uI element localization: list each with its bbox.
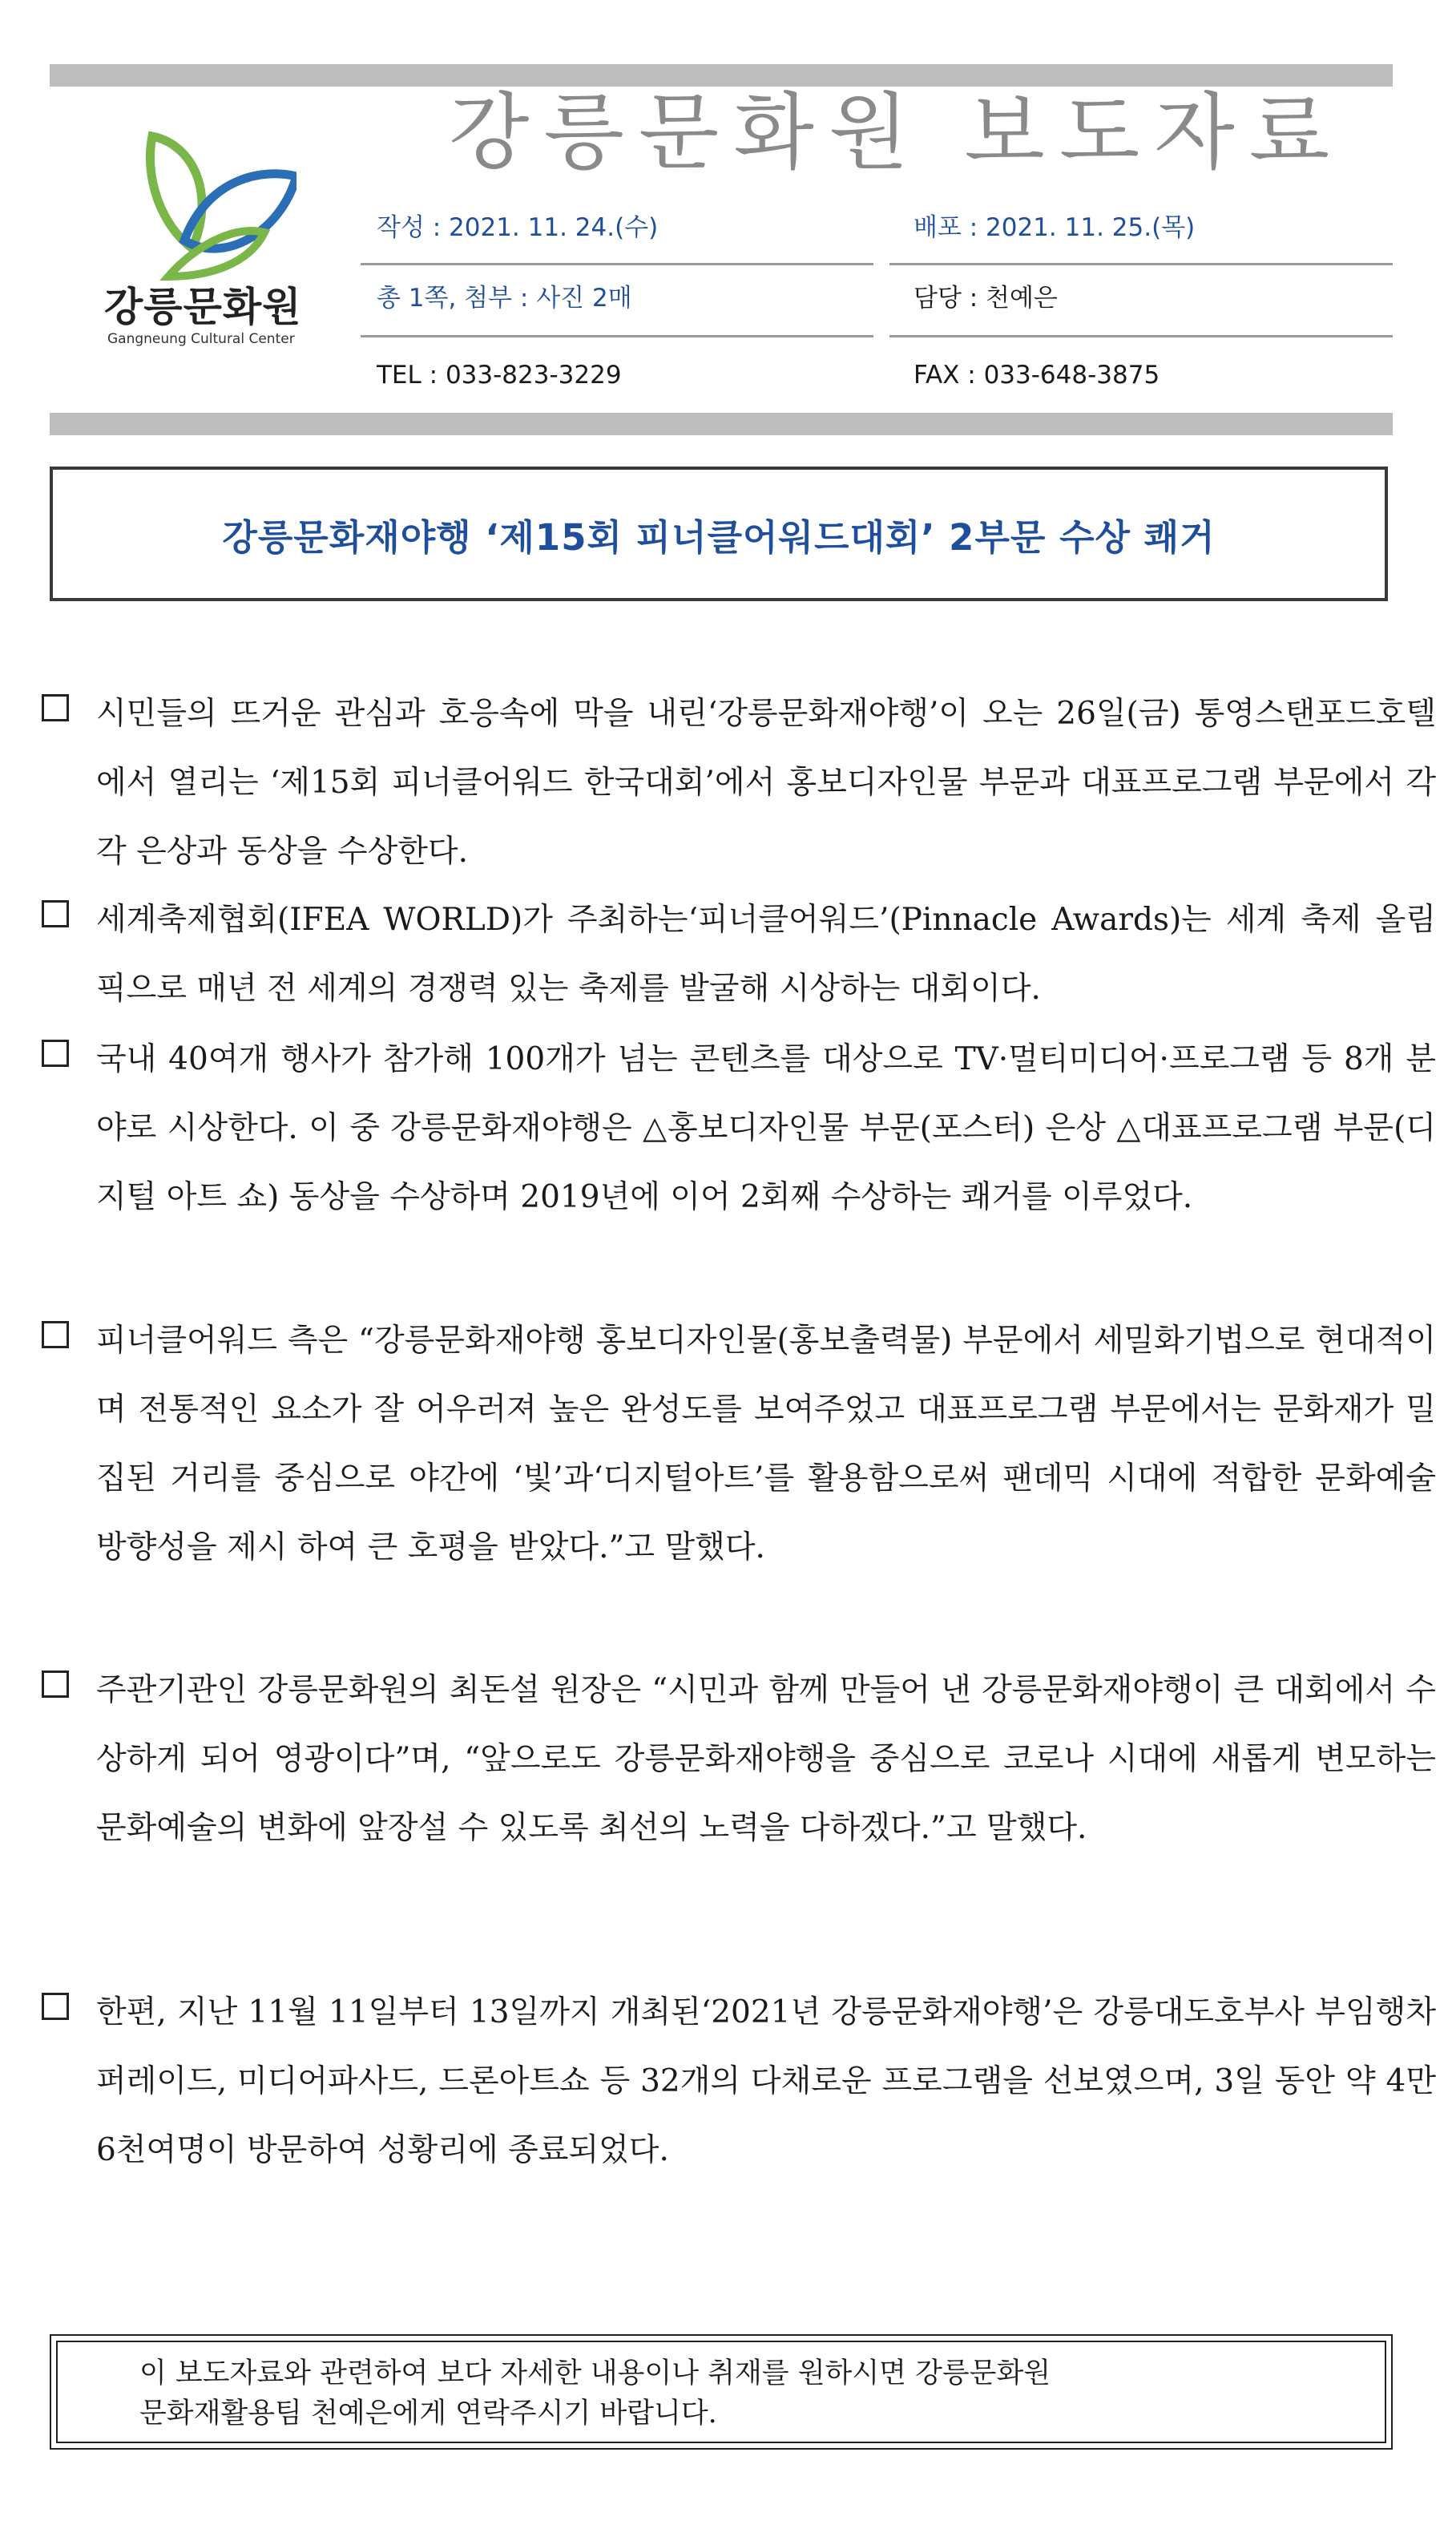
divider [361,263,873,265]
checkbox-icon [42,1670,69,1698]
contact-notice-line: 문화재활용팀 천예은에게 연락주시기 바랍니다. [139,2398,717,2430]
divider [361,335,873,337]
telephone: TEL : 033-823-3229 [377,361,622,390]
contact-notice-line: 이 보도자료와 관련하여 보다 자세한 내용이나 취재를 원하시면 강릉문화원 [139,2357,1051,2390]
headline: 강릉문화재야행 ‘제15회 피너클어워드대회’ 2부문 수상 쾌거 [222,515,1216,559]
contact-notice [139,2353,1341,2434]
divider [889,335,1393,337]
page-count: 총 1쪽, 첨부 : 사진 2매 [377,284,632,313]
logo-name: 강릉문화원 [104,284,302,330]
divider [889,263,1393,265]
distribution-date: 배포 : 2021. 11. 25.(목) [914,213,1196,242]
checkbox-icon [42,1993,69,2020]
paragraph-text: 세계축제협회(IFEA WORLD)가 주최하는‘피너클어워드’(Pinnacle Awards)는 세계 축제 올림픽으로 매년 전 세계의 경쟁력 있는 축제를 발굴해 시상하는 대회이다. [96,902,1436,1007]
headline-box [50,467,1388,601]
logo [96,128,337,369]
checkbox-icon [42,694,69,721]
checkbox-icon [42,1321,69,1348]
paragraph-text: 한편, 지난 11월 11일부터 13일까지 개최된‘2021년 강릉문화재야행’은 강릉대도호부사 부임행차 퍼레이드, 미디어파사드, 드론아트쇼 등 32개의 다채로운 프로그램을 선보였으며, 3일 동안 약 4만 6천여명이 방문하여 성황리에 종료되었다. [96,1994,1436,2168]
page-title: 강릉문화원 보도자료 [449,83,1345,181]
paragraph-text: 주관기관인 강릉문화원의 최돈설 원장은 “시민과 함께 만들어 낸 강릉문화재야행이 큰 대회에서 수상하게 되어 영광이다”며, “앞으로도 강릉문화재야행을 중심으로 코로나 시대에 새롭게 변모하는 문화예술의 변화에 앞장설 수 있도록 최선의 노력을 다하겠다.”고 말했다. [96,1672,1436,1846]
paragraph-text: 국내 40여개 행사가 참가해 100개가 넘는 콘텐츠를 대상으로 TV·멀티미디어·프로그램 등 8개 분야로 시상한다. 이 중 강릉문화재야행은 △홍보디자인물 부문(포스터) 은상 △대표프로그램 부문(디지털 아트 쇼) 동상을 수상하며 2019년에 이어 2회째 수상하는 쾌거를 이루었다. [96,1041,1436,1215]
paragraph-text: 시민들의 뜨거운 관심과 호응속에 막을 내린‘강릉문화재야행’이 오는 26일(금) 통영스탠포드호텔에서 열리는 ‘제15회 피너클어워드 한국대회’에서 홍보디자인물 부문과 대표프로그램 부문에서 각각 은상과 동상을 수상한다. [96,696,1436,870]
written-date: 작성 : 2021. 11. 24.(수) [377,213,659,242]
checkbox-icon [42,900,69,927]
checkbox-icon [42,1040,69,1067]
header-bottom-bar [50,413,1393,435]
logo-subtitle: Gangneung Cultural Center [107,331,295,347]
logo-leaf-icon [136,128,296,281]
fax: FAX : 033-648-3875 [914,361,1160,390]
paragraph-text: 피너클어워드 측은 “강릉문화재야행 홍보디자인물(홍보출력물) 부문에서 세밀화기법으로 현대적이며 전통적인 요소가 잘 어우러져 높은 완성도를 보여주었고 대표프로그램 부문에서는 문화재가 밀집된 거리를 중심으로 야간에 ‘빛’과‘디지털아트’를 활용함으로써 팬데믹 시대에 적합한 문화예술 방향성을 제시 하여 큰 호평을 받았다.”고 말했다. [96,1323,1436,1565]
contact-notice-box [50,2334,1393,2450]
contact-person: 담당 : 천예은 [914,284,1058,313]
